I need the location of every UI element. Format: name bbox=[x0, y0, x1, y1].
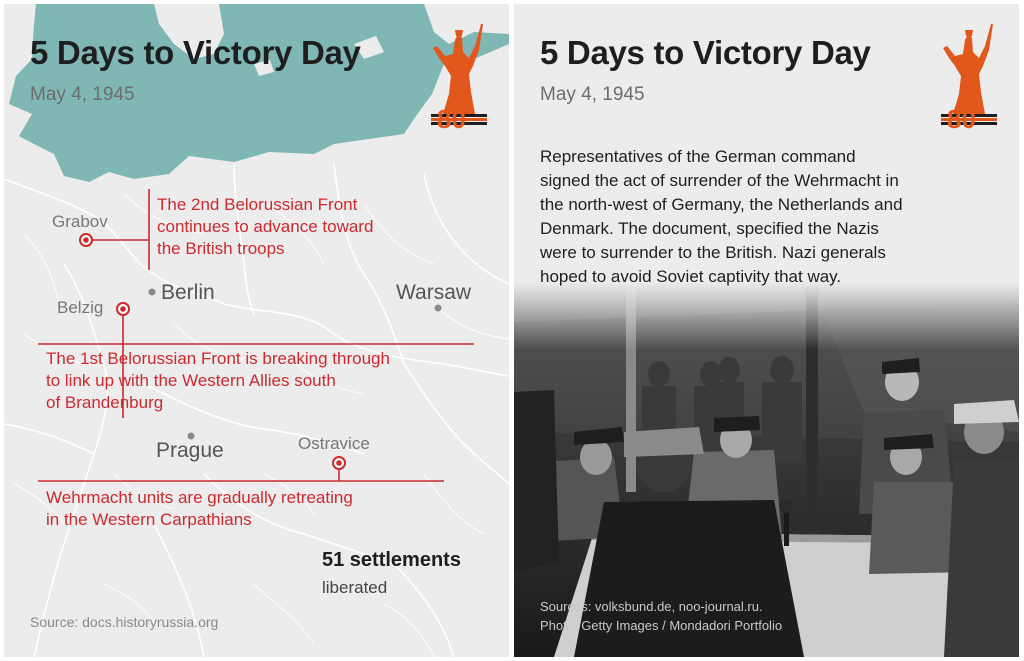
page-title-right: 5 Days to Victory Day bbox=[540, 34, 871, 71]
warsaw-dot bbox=[435, 305, 442, 312]
date-subtitle-right: May 4, 1945 bbox=[540, 84, 645, 105]
berlin-dot bbox=[149, 289, 156, 296]
story-body: Representatives of the German command signed the act of surrender of the Wehrmacht in the north-west of Germany, the Netherlands and Denmark. The document, specified the Nazis were to surrender to the British. Nazi generals hoped to avoid Soviet captivity that way. bbox=[540, 147, 903, 286]
map-panel bbox=[4, 4, 509, 657]
note-1st-belorussian-front: The 1st Belorussian Front is breaking through to link up with the Western Allies south of Brandenburg bbox=[46, 349, 390, 412]
city-label-berlin: Berlin bbox=[161, 281, 215, 304]
settlements-count: 51 settlements bbox=[322, 549, 461, 571]
page-title: 5 Days to Victory Day bbox=[30, 34, 361, 71]
sources-line: Sources: volksbund.de, noo-journal.ru. bbox=[540, 599, 763, 614]
settlements-label: liberated bbox=[322, 578, 388, 597]
emblem-number-right: 80 bbox=[947, 104, 976, 134]
motherland-statue-icon bbox=[939, 18, 999, 134]
city-label-belzig: Belzig bbox=[57, 298, 104, 317]
city-label-grabov: Grabov bbox=[52, 212, 108, 231]
story-panel bbox=[514, 4, 1019, 657]
source-note: Source: docs.historyrussia.org bbox=[30, 614, 219, 630]
motherland-statue-icon bbox=[429, 18, 489, 134]
city-label-warsaw: Warsaw bbox=[396, 281, 472, 304]
date-subtitle: May 4, 1945 bbox=[30, 84, 135, 105]
note-wehrmacht-retreat: Wehrmacht units are gradually retreating in the Western Carpathians bbox=[46, 488, 353, 529]
photo-credit: Photo: Getty Images / Mondadori Portfolio bbox=[540, 618, 783, 633]
city-label-ostravice: Ostravice bbox=[298, 434, 370, 453]
city-label-prague: Prague bbox=[156, 439, 224, 462]
photo-sources bbox=[540, 597, 782, 635]
note-2nd-belorussian-front: The 2nd Belorussian Front continues to advance toward the British troops bbox=[157, 195, 374, 258]
emblem-number: 80 bbox=[437, 104, 466, 134]
